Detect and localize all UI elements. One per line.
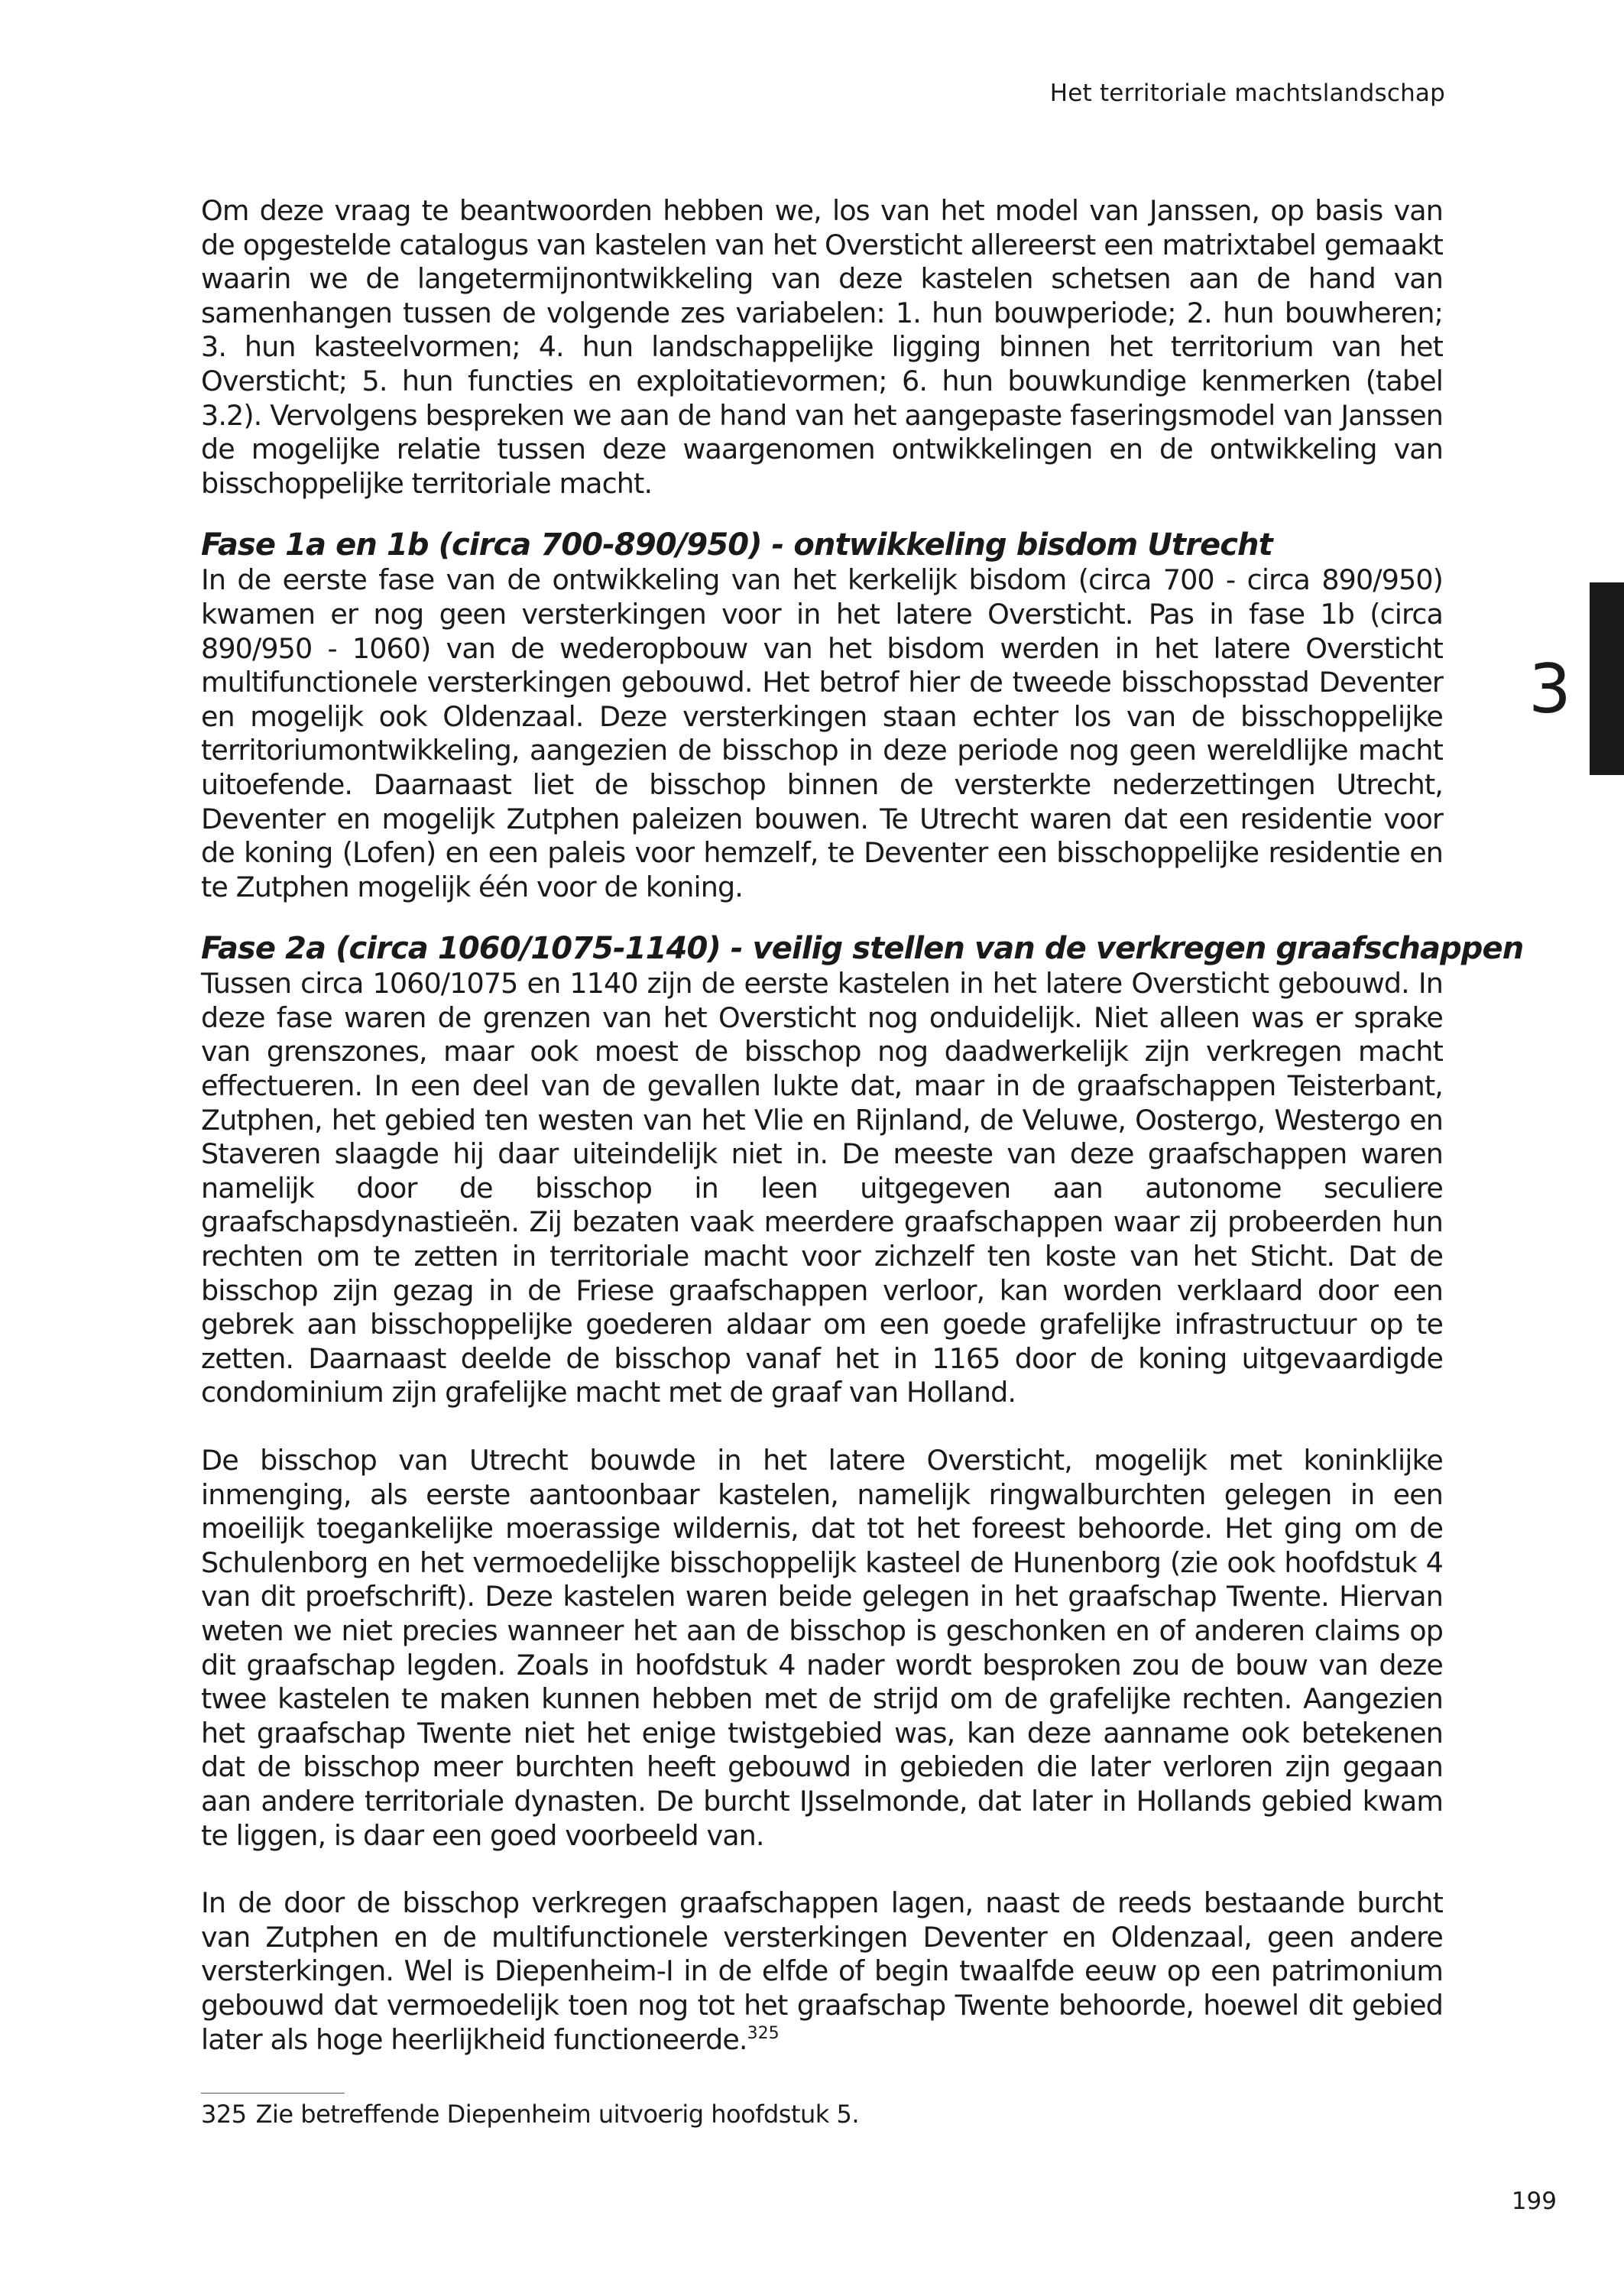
- section-2-paragraph-2: De bisschop van Utrecht bouwde in het latere Oversticht, mogelijk met koninklijke inmenging, als eerste aantoonbaar kastelen, namelijk ringwalburchten gelegen in een moeilijk toegankelijke moerassige wildernis, dat tot het foreest behoorde. Het ging om de Schulenborg en het vermoedelijke bisschoppelijk kasteel de Hunenborg (zie ook hoofdstuk 4 van dit proefschrift). Deze kastelen waren beide gelegen in het graafschap Twente. Hiervan weten we niet precies wanneer het aan de bisschop is geschonken en of anderen claims op dit graafschap legden. Zoals in hoofdstuk 4 nader wordt besproken zou de bouw van deze twee kastelen te maken kunnen hebben met de strijd om de grafelijke rechten. Aangezien het graafschap Twente niet het enige twistgebied was, kan deze aanname ook betekenen dat de bisschop meer burchten heeft gebouwd in gebieden die later verloren zijn gegaan aan andere territoriale dynasten. De burcht IJsselmonde, dat later in Hollands gebied kwam te liggen, is daar een goed voorbeeld van.: [201, 1444, 1443, 1852]
- footnote-divider: [201, 2093, 345, 2094]
- footnote-reference[interactable]: 325: [747, 2023, 780, 2043]
- intro-paragraph: Om deze vraag te beantwoorden hebben we, los van het model van Janssen, op basis van de opgestelde catalogus van kastelen van het Oversticht allereerst een matrixtabel gemaakt waarin we de langetermijnontwikkeling van deze kastelen schetsen aan de hand van samenhangen tussen de volgende zes variabelen: 1. hun bouwperiode; 2. hun bouwheren; 3. hun kasteelvormen; 4. hun landschappelijke ligging binnen het territorium van het Oversticht; 5. hun functies en exploitatievormen; 6. hun bouwkundige kenmerken (tabel 3.2). Vervolgens bespreken we aan de hand van het aangepaste faseringsmodel van Janssen de mogelijke relatie tussen deze waargenomen ontwikkelingen en de ontwikkeling van bisschoppelijke territoriale macht.: [201, 194, 1443, 500]
- section-heading-fase-2a: Fase 2a (circa 1060/1075-1140) - veilig stellen van de verkregen graafschappen: [201, 931, 1524, 967]
- chapter-tab-marker: [1590, 582, 1624, 775]
- section-2-paragraph-1: Tussen circa 1060/1075 en 1140 zijn de eerste kastelen in het latere Oversticht gebouwd. In deze fase waren de grenzen van het Oversticht nog onduidelijk. Niet alleen was er sprake van grenszones, maar ook moest de bisschop nog daadwerkelijk zijn verkregen macht effectueren. In een deel van de gevallen lukte dat, maar in de graafschappen Teisterbant, Zutphen, het gebied ten westen van het Vlie en Rijnland, de Veluwe, Oostergo, Westergo en Staveren slaagde hij daar uiteindelijk niet in. De meeste van deze graafschappen waren namelijk door de bisschop in leen uitgegeven aan autonome seculiere graafschapsdynastieën. Zij bezaten vaak meerdere graafschappen waar zij probeerden hun rechten om te zetten in territoriale macht voor zichzelf ten koste van het Sticht. Dat de bisschop zijn gezag in de Friese graafschappen verloor, kan worden verklaard door een gebrek aan bisschoppelijke goederen aldaar om een goede grafelijke infrastructuur op te zetten. Daarnaast deelde de bisschop vanaf het in 1165 door de koning uitgevaardigde condominium zijn grafelijke macht met de graaf van Holland.: [201, 967, 1443, 1409]
- footnote-number: 325: [201, 2100, 247, 2129]
- paragraph-text: In de door de bisschop verkregen graafschappen lagen, naast de reeds bestaande burcht van Zutphen en de multifunctionele versterkingen Deventer en Oldenzaal, geen andere versterkingen. Wel is Diepenheim-I in de elfde of begin twaalfde eeuw op een patrimonium gebouwd dat vermoedelijk toen nog tot het graafschap Twente behoorde, hoewel dit gebied later als hoge heerlijkheid functioneerde.: [201, 1886, 1443, 2056]
- spacer: [201, 904, 1443, 930]
- running-header: Het territoriale machtslandschap: [1049, 79, 1445, 107]
- spacer: [201, 1410, 1443, 1444]
- footnote-text: Zie betreffende Diepenheim uitvoerig hoofdstuk 5.: [255, 2100, 860, 2129]
- page-number: 199: [1511, 2188, 1557, 2215]
- section-heading-fase-1: Fase 1a en 1b (circa 700-890/950) - ontwikkeling bisdom Utrecht: [201, 527, 1272, 563]
- main-text: [201, 194, 1524, 2057]
- section-2-paragraph-3: [201, 1886, 1443, 2057]
- section-1-paragraph: In de eerste fase van de ontwikkeling van het kerkelijk bisdom (circa 700 - circa 890/950) kwamen er nog geen versterkingen voor in het latere Oversticht. Pas in fase 1b (circa 890/950 - 1060) van de wederopbouw van het bisdom werden in het latere Oversticht multifunctionele versterkingen gebouwd. Het betrof hier de tweede bisschopsstad Deventer en mogelijk ook Oldenzaal. Deze versterkingen staan echter los van de bisschoppelijke territoriumontwikkeling, aangezien de bisschop in deze periode nog geen wereldlijke macht uitoefende. Daarnaast liet de bisschop binnen de versterkte nederzettingen Utrecht, Deventer en mogelijk Zutphen paleizen bouwen. Te Utrecht waren dat een residentie voor de koning (Lofen) en een paleis voor hemzelf, te Deventer een bisschoppelijke residentie en te Zutphen mogelijk één voor de koning.: [201, 563, 1443, 903]
- chapter-number: 3: [1528, 650, 1571, 728]
- spacer: [201, 1853, 1443, 1886]
- spacer: [201, 501, 1443, 527]
- footnote: [201, 2099, 859, 2129]
